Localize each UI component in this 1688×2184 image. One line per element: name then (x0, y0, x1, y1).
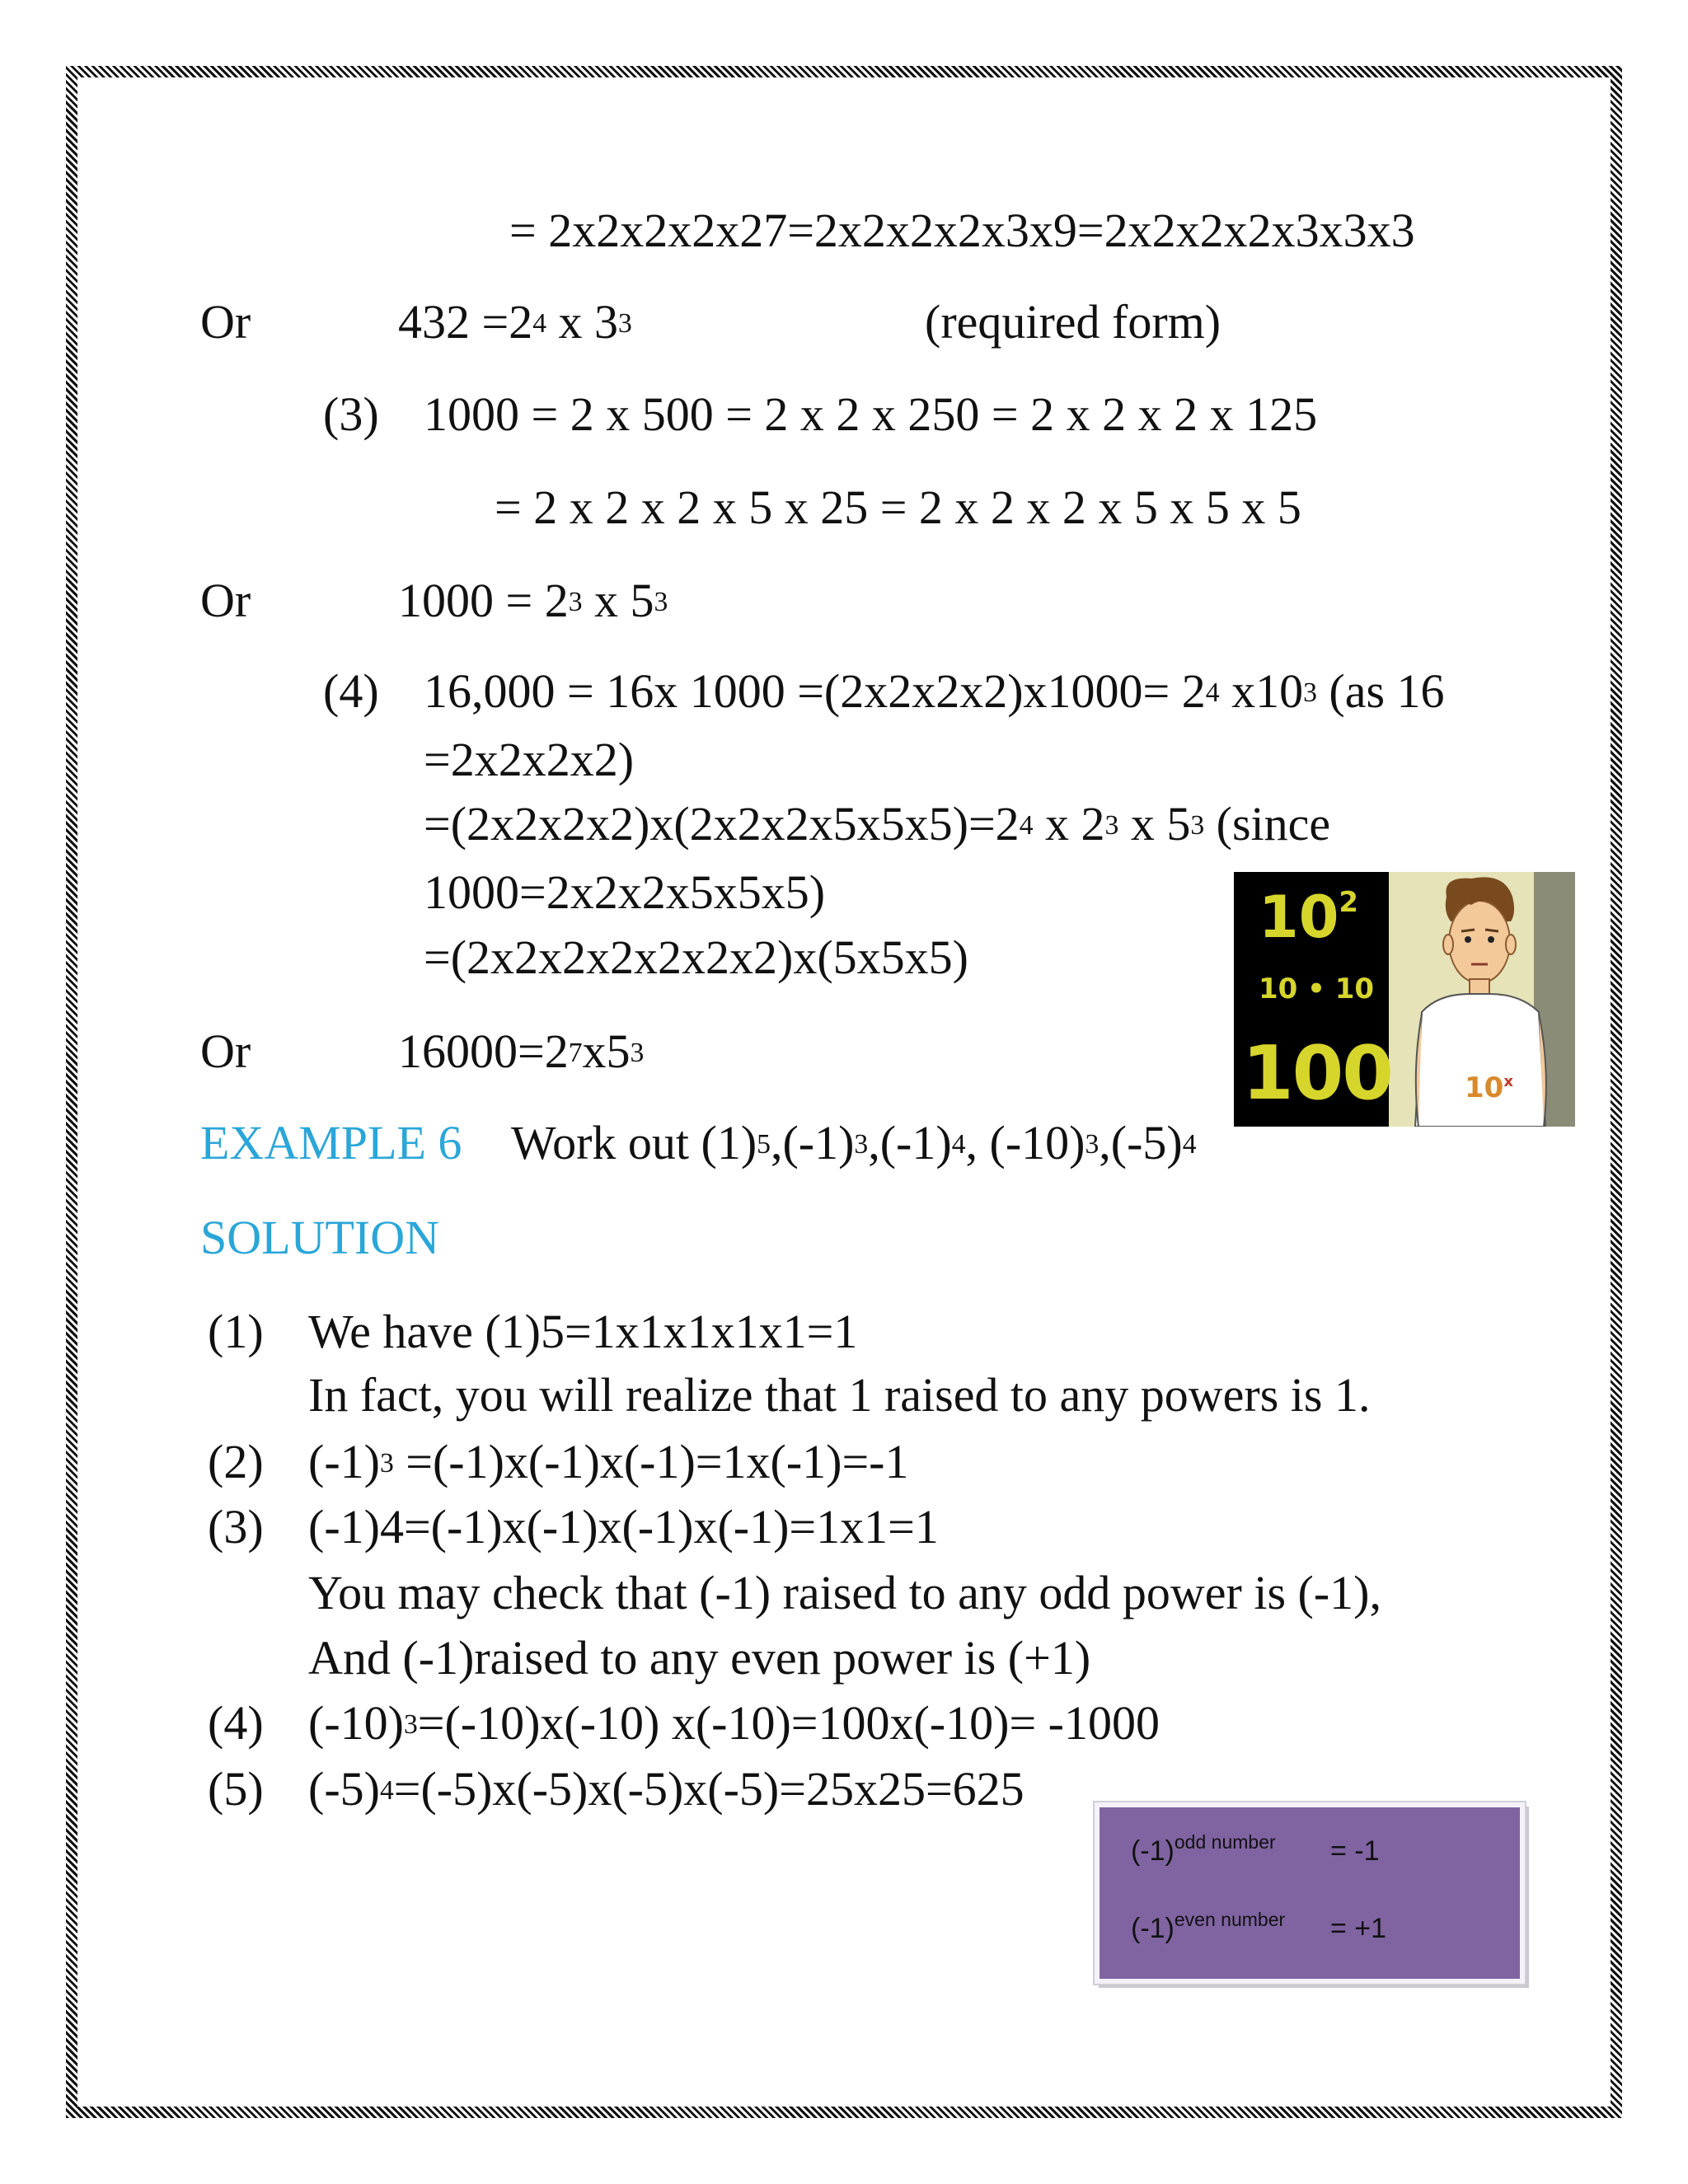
example-heading: EXAMPLE 6 (200, 1116, 462, 1169)
solution-heading: SOLUTION (200, 1211, 439, 1264)
even-rule-result: = +1 (1330, 1913, 1387, 1944)
odd-rule-result: = -1 (1330, 1835, 1380, 1867)
or-label: Or (200, 1024, 251, 1078)
solution-line: $(-1)^3 =(-1)x(-1)x(-1)=1x(-1)=-1$ (308, 1435, 909, 1488)
solution-line: $(-5)^4=(-5)x(-5)x(-5)x(-5)=25x25=625$ (308, 1762, 1025, 1816)
result-value: 100 (1242, 1030, 1392, 1117)
odd-rule: $(-1)^{odd number}$ (1131, 1831, 1276, 1867)
example-text: Work out $(1)^5,(-1)^3,(-1)^4$, $(-10)^3,(-5)^4$ (511, 1116, 1197, 1169)
equation-line: = 2 x 2 x 2 x 5 x 25 = 2 x 2 x 2 x 5 x 5 x 5 (495, 480, 1301, 534)
item-number: (1) (208, 1305, 264, 1358)
rule-callout-box (1095, 1802, 1525, 1984)
note-text: (required form) (925, 295, 1221, 349)
equation-line: = 2x2x2x2x27=2x2x2x2x3x9=2x2x2x2x3x3x3 (509, 204, 1415, 257)
equation-line: $16000=2^7x5^3$ (398, 1024, 645, 1078)
solution-line: You may check that (-1) raised to any odd power is (-1), (308, 1566, 1381, 1619)
solution-line: We have (1)5=1x1x1x1x1=1 (308, 1305, 858, 1358)
solution-line: In fact, you will realize that 1 raised to any powers is 1. (308, 1368, 1371, 1422)
powers-of-ten-illustration (1234, 872, 1575, 1127)
even-rule: $(-1)^{even number}$ (1131, 1909, 1286, 1944)
equation-line: 1000 = 2 x 500 = 2 x 2 x 250 = 2 x 2 x 2 x 125 (424, 387, 1318, 441)
item-number: (3) (323, 387, 379, 441)
equation-line: 1000=2x2x2x5x5x5) (424, 865, 826, 919)
item-number: (4) (323, 664, 379, 718)
solution-line: And (-1)raised to any even power is (+1) (308, 1631, 1091, 1685)
item-number: (4) (208, 1696, 264, 1750)
item-number: (5) (208, 1762, 264, 1816)
solution-line: (-1)4=(-1)x(-1)x(-1)x(-1)=1x1=1 (308, 1500, 939, 1554)
shirt-logo: 10$^x$ (1465, 1071, 1513, 1104)
equation-line: =(2x2x2x2x2x2x2)x(5x5x5) (424, 930, 968, 984)
solution-line: $(-10)^3=(-10)x(-10)$ x(-10)=100x(-10)= -1000 (308, 1696, 1160, 1750)
multiplication-expression: 10 • 10 (1259, 972, 1375, 1005)
equation-line: $432 =2^4$ x $3^3$ (398, 295, 632, 349)
equation-line: $1000 = 2^3$ x $5^3$ (398, 574, 668, 627)
item-number: (2) (208, 1435, 264, 1488)
equation-line: 16,000 = 16x $1000 =(2x2x2x2)x1000= 2^4$ $x10^3$ (as 16 (424, 664, 1445, 718)
or-label: Or (200, 295, 251, 349)
equation-line: =2x2x2x2) (424, 733, 635, 786)
or-label: Or (200, 574, 251, 627)
item-number: (3) (208, 1500, 264, 1554)
power-expression: $10^2$ (1259, 883, 1359, 951)
equation-line: $=(2x2x2x2)x(2x2x2x5x5x5)=2^4$ x $2^3$ x $5^3$ (since (424, 797, 1331, 851)
